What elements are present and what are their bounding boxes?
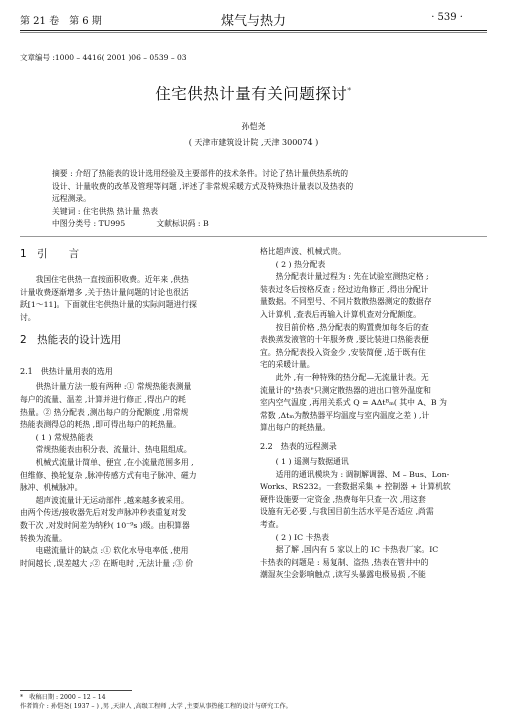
- body-line: ( 2 ) 热分配表: [260, 259, 326, 269]
- body-line: 宜。热分配表投入资金少 ,安装简便 ,适于既有住: [260, 347, 426, 357]
- body-line: 按目前价格 ,热分配表的购置费加每冬后的查: [260, 322, 429, 332]
- body-line: ( 1 ) 遥测与数据通讯: [260, 457, 349, 466]
- body-line: 宅的采暖计量。: [260, 360, 315, 370]
- body-line: 装表过冬后按格反查 ; 经过边角修正 ,得出分配计: [260, 284, 429, 294]
- body-line: 但维修、换轮复杂 ,脉冲传感方式有电子脉冲、磁力: [20, 470, 197, 480]
- body-line: 计量收费逐渐增多 ,关于热计量问题的讨论也很活: [20, 287, 189, 297]
- subsection-heading: 2.1 供热计量用表的选用: [20, 367, 113, 377]
- article-number: 文章编号 :1000 – 4416( 2001 )06 – 0539 – 03: [20, 53, 187, 62]
- running-header-issue: 第 21 卷 第 6 期: [20, 16, 102, 27]
- body-line: 此外 ,有一种特殊的热分配—无流量计表。无: [260, 373, 429, 382]
- body-line: 脉冲、机械脉冲。: [20, 483, 83, 493]
- body-line: ( 1 ) 常规热能表: [20, 432, 94, 442]
- body-line: 算出每户的耗热量。: [260, 423, 331, 433]
- body-line: 常数 ,Δtₘ为散热器平均温度与室内温度之差 ) ,计: [260, 410, 430, 420]
- footnote-rule: [20, 690, 132, 691]
- body-line: 入计算机 ,查表后再输入计算机查对分配额度。: [260, 310, 421, 319]
- body-line: 电磁流量计的缺点 :① 软化水导电率低 ,使用: [20, 546, 189, 556]
- body-line: 我国住宅供热一直按面积收费。近年来 ,供热: [20, 275, 189, 284]
- body-line: Works、RS232。一套数据采集 + 控制器 + 计算机软: [260, 482, 451, 492]
- body-line: 潮湿灰尘会影响触点 ,读写头暴露电极易损 ,不能: [260, 570, 426, 580]
- body-line: 转换为流量。: [20, 533, 67, 543]
- body-line: 卡热表的问题是 : 易复制、盗热 ,热表在管井中的: [260, 557, 429, 567]
- section-heading: 2 热能表的设计选用: [20, 334, 122, 347]
- body-line: 流量计的"热表"只测定散热器的进出口管外温度和: [260, 385, 431, 395]
- header-rule: [20, 30, 487, 31]
- body-line: 讨。: [20, 312, 36, 322]
- body-line: 设施有无必要 ,与我国目前生活水平是否适应 ,尚需: [260, 507, 434, 517]
- body-line: 每户的流量、温差 ,计算并进行修正 ,得出户的耗: [20, 395, 186, 404]
- body-line: 量数据。不同型号、不同片数散热器测定的数据存: [260, 297, 432, 307]
- body-line: 超声波流量计无运动部件 ,越来越多被采用。: [20, 495, 189, 505]
- subsection-heading: 2.2 热表的远程测录: [260, 442, 337, 451]
- abstract-block: [52, 168, 468, 231]
- affiliation: ( 天津市建筑设计院 ,天津 300074 ): [188, 138, 319, 147]
- body-line: 表换蒸发液管的十年服务费 ,要比装进口热能表便: [260, 335, 429, 345]
- body-line: 室内空气温度 ,再用关系式 Q = AΔtᴮₘ( 其中 A、B 为: [260, 398, 447, 408]
- classification: 中图分类号 : TU995 文献标识码 : B: [52, 219, 209, 229]
- title-text: 住宅供热计量有关问题探讨: [155, 85, 348, 103]
- body-line: 机械式流量计简单、便宜 ,在小流量范围多用 ,: [20, 458, 194, 467]
- section-heading: 1 引 言: [20, 248, 80, 260]
- footnote-received: * 收稿日期 : 2000 – 12 – 14: [20, 694, 106, 701]
- keywords: 关键词 : 住宅供热 热计量 热表: [52, 206, 159, 216]
- body-line: 热能表测得总的耗热 ,即可得出每户的耗热量。: [20, 420, 181, 430]
- body-line: 时间越长 ,误差越大 ;② 在断电时 ,无法计量 ;③ 价: [20, 558, 194, 568]
- body-line: 硬件设施要一定资金 ,热费每年只查一次 ,用这套: [260, 494, 426, 504]
- paper-title: [0, 82, 507, 104]
- author: 孙恺尧: [241, 122, 266, 131]
- body-line: 格比超声波、机械式贵。: [260, 247, 346, 256]
- body-line: 热分配表计量过程为 : 先在试验室测热定格 ;: [260, 272, 429, 282]
- body-line: 考查。: [260, 520, 284, 529]
- journal-name: 煤气与热力: [220, 14, 286, 29]
- abstract-line: 摘要 : 介绍了热能表的设计选用经验及主要部件的技术条件。讨论了热计量供热系统的: [52, 169, 349, 178]
- body-line: 热量。② 热分配表 ,测出每户的分配额度 ,用常规: [20, 407, 189, 417]
- footnote: [20, 693, 292, 711]
- body-line: 据了解 ,国内有 5 家以上的 IC 卡热表厂家。IC: [260, 545, 439, 555]
- body-line: 供热计量方法一般有两种 :① 常规热能表测量: [20, 382, 192, 392]
- body-line: 由两个传送/接收器先后对发声脉冲秒表重复对发: [20, 508, 187, 518]
- page-number: · 539 ·: [431, 12, 463, 23]
- body-line: 适用的通讯模块为 : 调制解调器、M – Bus、Lon-: [260, 469, 450, 479]
- body-line: ( 2 ) IC 卡热表: [260, 532, 329, 542]
- header-rule-thin: [20, 32, 487, 33]
- footnote-author-bio: 作者简介 : 孙恺尧( 1937 – ) ,男 ,天津人 ,高级工程师 ,大学 ,主要从事热能工程的设计与研究工作。: [20, 703, 292, 710]
- abstract-line: 设计、计量收费的改革及管理等问题 ,评述了非常规采暖方式及特殊热计量表以及热表的: [52, 181, 354, 191]
- title-footnote-mark: *: [347, 85, 352, 95]
- body-line: 常规热能表由积分表、流量计、热电阻组成。: [20, 445, 192, 455]
- abstract-rule: [20, 236, 487, 237]
- abstract-line: 远程测录。: [52, 194, 91, 204]
- body-line: 跃[1～11]。下面就住宅供热计量的实际问题进行探: [20, 300, 197, 310]
- body-line: 数干次 ,对发时间差为纳秒( 10⁻⁹s )级。由积算器: [20, 521, 190, 530]
